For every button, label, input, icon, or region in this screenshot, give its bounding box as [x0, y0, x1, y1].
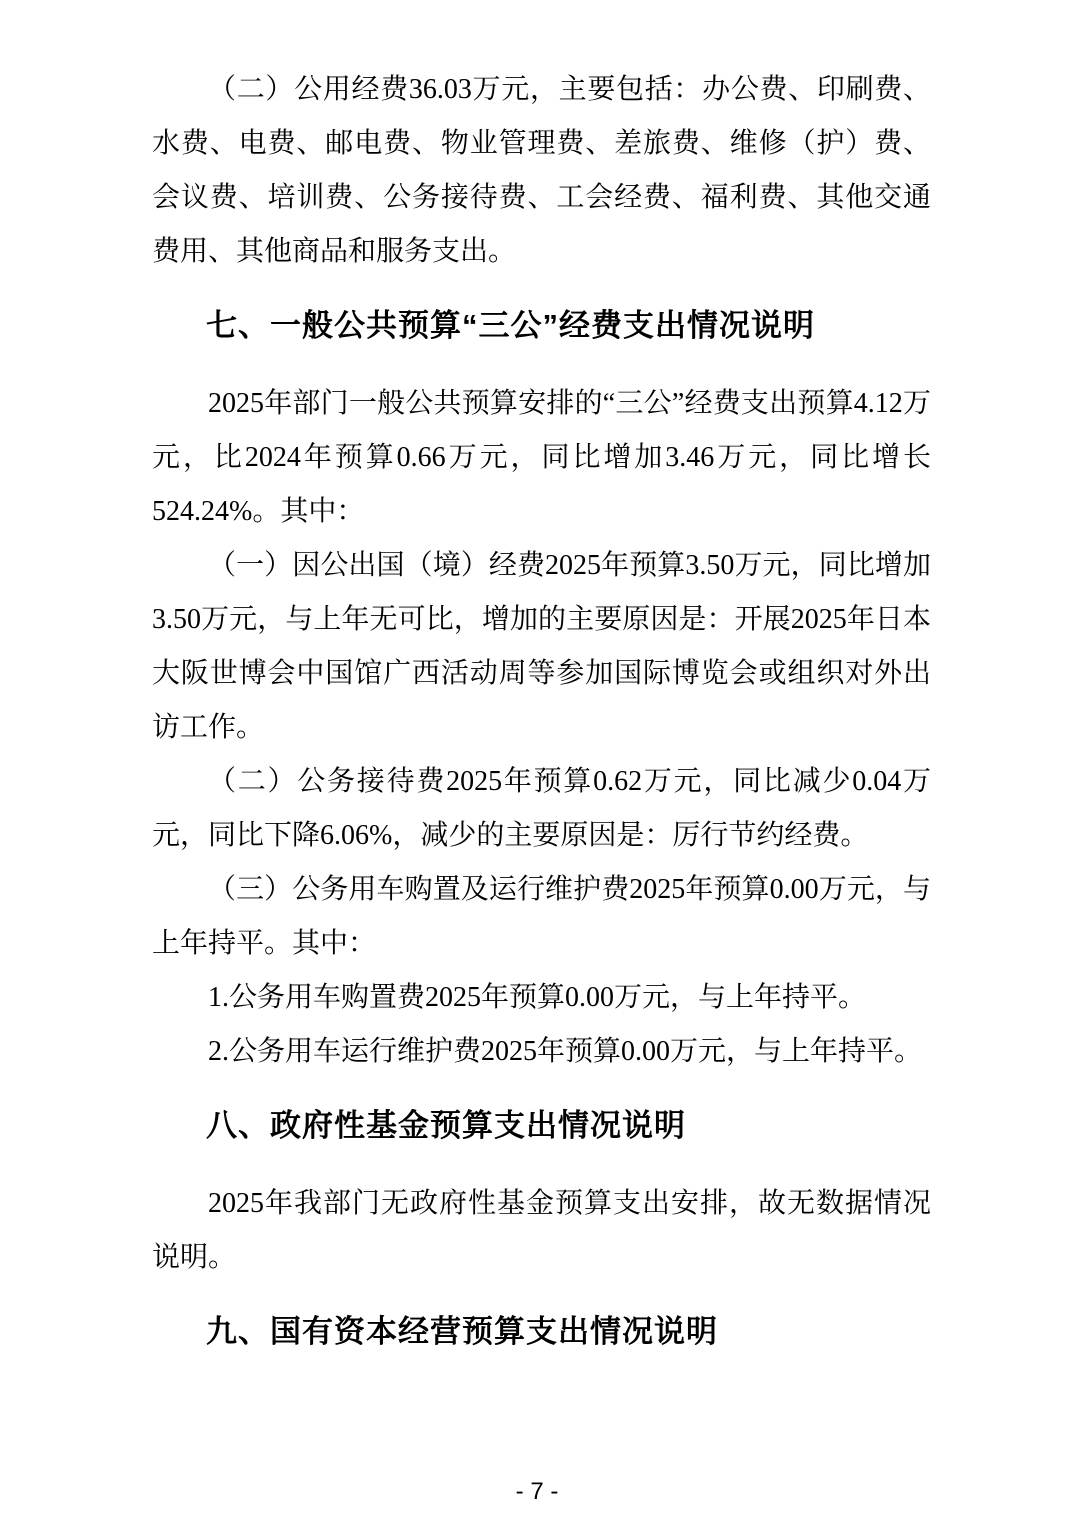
heading-section-9-state-capital: 九、国有资本经营预算支出情况说明: [206, 1314, 718, 1349]
heading-section-8-government-fund: 八、政府性基金预算支出情况说明: [206, 1108, 686, 1143]
document-body: [152, 63, 931, 1383]
para-vehicle-expense: （三）公务用车购置及运行维护费2025年预算0.00万元，与上年持平。其中：: [152, 874, 931, 959]
para-reception-expense: （二）公务接待费2025年预算0.62万元，同比减少0.04万元，同比下降6.06%，减少的主要原因是：厉行节约经费。: [152, 766, 931, 851]
para-abroad-expense: （一）因公出国（境）经费2025年预算3.50万元，同比增加3.50万元，与上年无可比，增加的主要原因是：开展2025年日本大阪世博会中国馆广西活动周等参加国际博览会或组织对外出访工作。: [152, 550, 931, 743]
para-sangong-summary: 2025年部门一般公共预算安排的“三公”经费支出预算4.12万元，比2024年预算0.66万元，同比增加3.46万元，同比增长524.24%。其中：: [152, 388, 931, 527]
page-number: - 7 -: [515, 1478, 559, 1505]
para-vehicle-purchase: 1.公务用车购置费2025年预算0.00万元，与上年持平。: [208, 982, 867, 1013]
para-vehicle-maintenance: 2.公务用车运行维护费2025年预算0.00万元，与上年持平。: [208, 1036, 923, 1067]
para-general-expense: （二）公用经费36.03万元，主要包括：办公费、印刷费、水费、电费、邮电费、物业管理费、差旅费、维修（护）费、会议费、培训费、公务接待费、工会经费、福利费、其他交通费用、其他商品和服务支出。: [152, 74, 931, 267]
heading-section-7-sangong-expense: 七、一般公共预算“三公”经费支出情况说明: [206, 308, 815, 343]
para-government-fund: 2025年我部门无政府性基金预算支出安排，故无数据情况说明。: [152, 1188, 931, 1273]
